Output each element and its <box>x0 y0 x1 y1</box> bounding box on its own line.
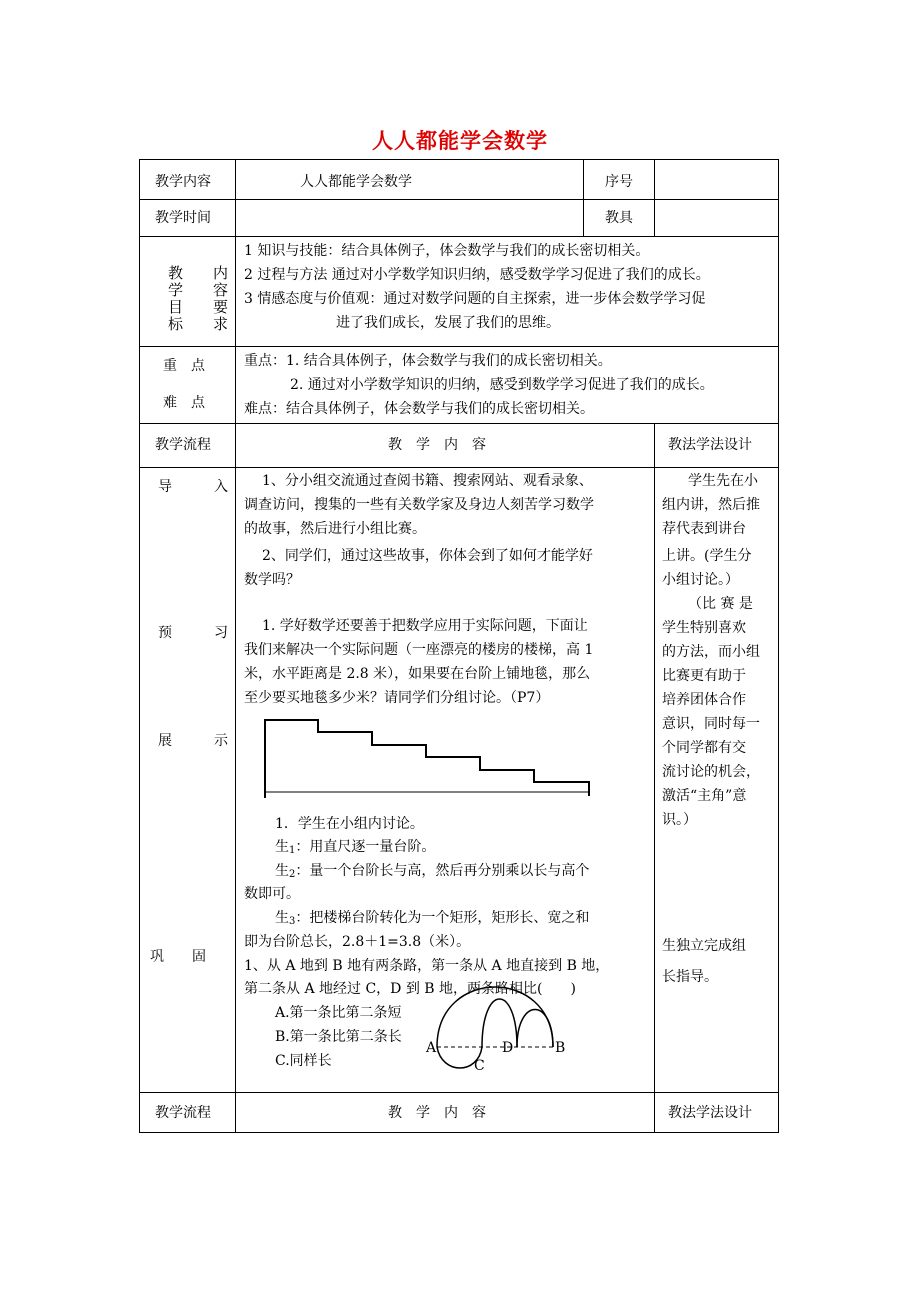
stage-show: 展 示 <box>158 733 228 749</box>
student-3-line: 生$_3$：把楼梯台阶转化为一个矩形，矩形长、宽之和 <box>275 910 590 927</box>
stage-intro: 导 入 <box>158 479 228 495</box>
page-title: 人人都能学会数学 <box>372 129 548 153</box>
teaching-content-label: 教学内容 <box>155 174 211 190</box>
difficulty-label: 难 点 <box>163 395 205 411</box>
key-points-label: 重 点 <box>163 358 205 374</box>
route-diagram <box>420 985 580 1075</box>
point-a-label: A <box>426 1040 437 1056</box>
header-design: 教法学法设计 <box>668 437 752 453</box>
point-b-label: B <box>555 1040 566 1056</box>
sequence-label: 序号 <box>605 174 633 190</box>
header-flow: 教学流程 <box>155 437 211 453</box>
footer-content: 教 学 内 容 <box>388 1105 486 1121</box>
student-2-continued: 数即可。 <box>244 886 300 902</box>
point-d-label: D <box>502 1040 514 1056</box>
footer-flow: 教学流程 <box>155 1105 211 1121</box>
staircase-diagram <box>255 712 600 802</box>
student-2-line: 生$_2$：量一个台阶长与高，然后再分别乘以长与高个 <box>275 863 590 880</box>
teaching-content-value: 人人都能学会数学 <box>300 174 412 190</box>
student-3-continued: 即为台阶总长，2.8＋1=3.8（米）。 <box>244 934 471 950</box>
point-c-label: C <box>474 1058 485 1074</box>
option-b: B.第一条比第二条长 <box>275 1029 402 1045</box>
stage-preview: 预 习 <box>158 625 228 641</box>
header-content: 教 学 内 容 <box>388 437 486 453</box>
option-c: C.同样长 <box>275 1053 332 1069</box>
option-a: A.第一条比第二条短 <box>275 1005 402 1021</box>
teaching-time-label: 教学时间 <box>155 210 211 226</box>
stage-consolidate: 巩 固 <box>150 949 206 965</box>
teaching-tools-label: 教具 <box>605 210 633 226</box>
student-1-line: 生$_1$：用直尺逐一量台阶。 <box>275 839 436 856</box>
footer-design: 教法学法设计 <box>668 1105 752 1121</box>
discuss-line: 1．学生在小组内讨论。 <box>275 816 424 832</box>
